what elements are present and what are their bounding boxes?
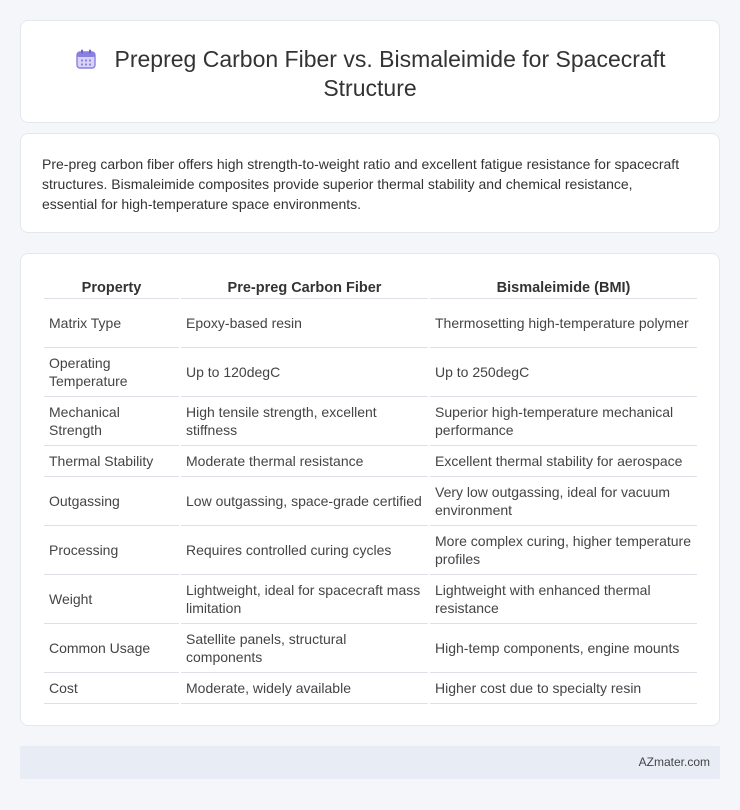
title-card [20,20,720,123]
header-bmi: Bismaleimide (BMI) [430,277,697,299]
cell-prepreg: Lightweight, ideal for spacecraft mass limitation [181,575,428,624]
cell-bmi: Superior high-temperature mechanical performance [430,397,697,446]
calendar-icon [75,48,97,70]
cell-property: Weight [44,575,179,624]
cell-bmi: Very low outgassing, ideal for vacuum environment [430,477,697,526]
cell-prepreg: Low outgassing, space-grade certified [181,477,428,526]
footer-brand: AZmater.com [638,755,710,769]
cell-property: Outgassing [44,477,179,526]
cell-property: Mechanical Strength [44,397,179,446]
page-title [21,45,719,103]
cell-prepreg: Moderate thermal resistance [181,446,428,477]
cell-bmi: Thermosetting high-temperature polymer [430,299,697,348]
table-row [44,624,697,673]
comparison-card [20,253,720,726]
cell-prepreg: Moderate, widely available [181,673,428,704]
cell-property: Matrix Type [44,299,179,348]
comparison-table [42,277,699,704]
table-row [44,348,697,397]
header-property: Property [44,277,179,299]
cell-property: Processing [44,526,179,575]
cell-prepreg: Requires controlled curing cycles [181,526,428,575]
table-row [44,397,697,446]
cell-bmi: More complex curing, higher temperature profiles [430,526,697,575]
cell-bmi: Higher cost due to specialty resin [430,673,697,704]
header-prepreg: Pre-preg Carbon Fiber [181,277,428,299]
cell-prepreg: Epoxy-based resin [181,299,428,348]
page-title-text: Prepreg Carbon Fiber vs. Bismaleimide for Spacecraft Structure [114,46,666,101]
cell-property: Operating Temperature [44,348,179,397]
table-row [44,575,697,624]
cell-bmi: Lightweight with enhanced thermal resistance [430,575,697,624]
footer [20,746,720,779]
cell-prepreg: Satellite panels, structural components [181,624,428,673]
table-row [44,673,697,704]
intro-text: Pre-preg carbon fiber offers high strength-to-weight ratio and excellent fatigue resistance for spacecraft structures. Bismaleimide composites provide superior thermal stability and chemical resistance, essential for high-temperature space environments. [42,156,680,212]
cell-bmi: Excellent thermal stability for aerospace [430,446,697,477]
intro-card [20,133,720,233]
cell-prepreg: Up to 120degC [181,348,428,397]
cell-bmi: Up to 250degC [430,348,697,397]
table-header-row [44,277,697,299]
table-row [44,477,697,526]
cell-property: Thermal Stability [44,446,179,477]
cell-property: Common Usage [44,624,179,673]
table-row [44,526,697,575]
table-row [44,299,697,348]
table-row [44,446,697,477]
cell-property: Cost [44,673,179,704]
cell-prepreg: High tensile strength, excellent stiffness [181,397,428,446]
cell-bmi: High-temp components, engine mounts [430,624,697,673]
